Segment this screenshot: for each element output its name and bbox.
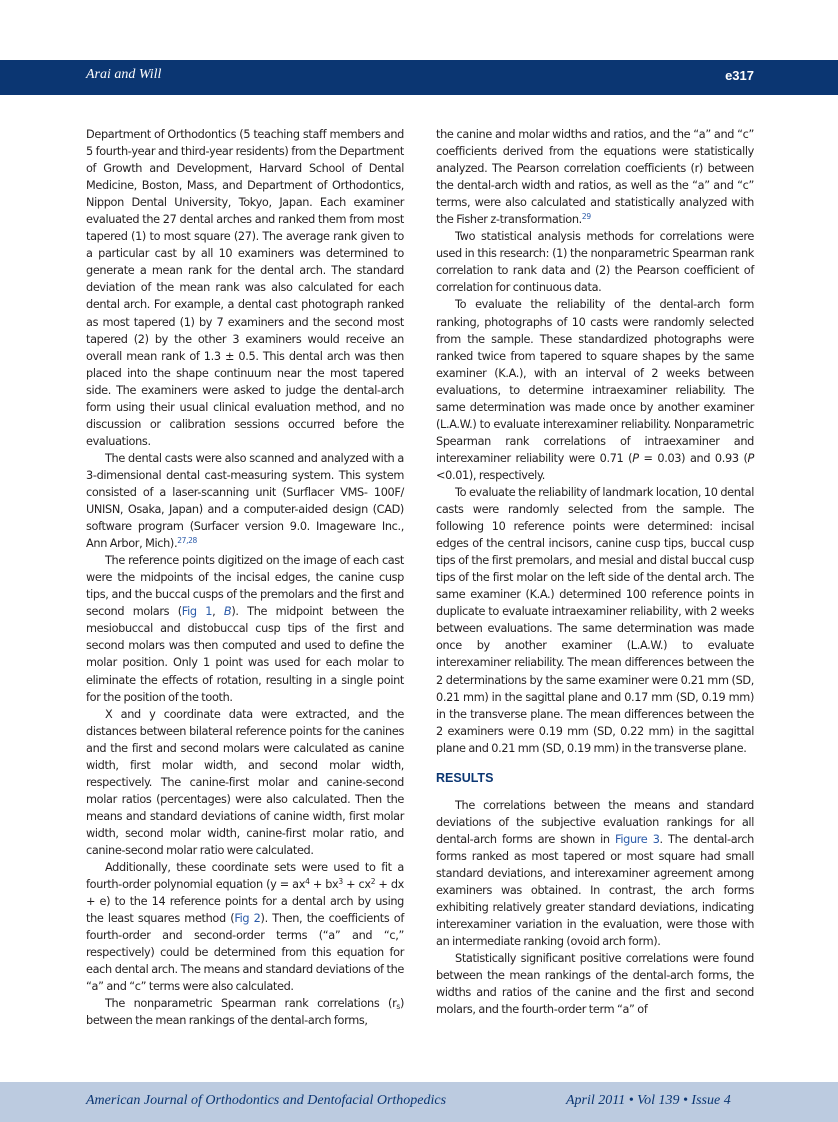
exponent: 3 — [338, 877, 343, 887]
paragraph-examiners: Department of Orthodontics (5 teaching staff members and 5 fourth-year and third-year residents) from the Department of Growth and Development, Harvard School of Dental Medicine, Boston, Mass, and Department of Orthodontics, Nippon Dental University, Tokyo, Japan. Each examiner evaluated the 27 dental arches and ranked them from most tapered (1) to most square (27). The average rank given to a particular cast by all 10 examiners was determined to generate a mean rank for the dental arch. The standard deviation of the mean rank was also calculated for each dental arch. For example, a dental cast photograph ranked as most tapered (1) by 7 examiners and the second most tapered (2) by the other 3 examiners would receive an overall mean rank of 1.3 ± 0.5. This dental arch was then placed into the shape continuum near the most tapered side. The examiners were asked to judge the dental-arch form using their usual clinical evaluation method, and no discussion or calibration sessions occurred before the evaluations. — [86, 128, 404, 448]
exponent: 2 — [370, 877, 376, 887]
paragraph-text: the canine and molar widths and ratios, and the “a” and “c” coefficients derived from the equations were statistically analyzed. The Pearson correlation coefficients (r) between the dental-arch width and ratios, as well as the “a” and “c” terms, were also calculated and statistically analyzed with the Fisher z-transformation. — [436, 128, 754, 227]
paragraph-text: + cx — [342, 878, 371, 892]
paragraph-ranking-reliability — [436, 296, 754, 484]
figure-2-link[interactable]: Fig 2 — [234, 912, 261, 926]
paragraph-results-correlations — [436, 797, 754, 950]
paragraph-methods: Two statistical analysis methods for correlations were used in this research: (1) the nonparametric Spearman rank correlation to rank data and (2) the Pearson coefficient of correlation for continuous data. — [436, 230, 754, 295]
paragraph-text: <0.01), respectively. — [436, 468, 545, 482]
paragraph-text: ) between the mean rankings of the dental-arch forms, — [86, 997, 404, 1028]
paragraph-text: ). The midpoint between the mesiobuccal and distobuccal cusp tips of the first and second molars was then computed and used to define the molar position. Only 1 point was used for each molar to eliminate the effects of rotation, resulting in a single point for the position of the tooth. — [86, 605, 405, 704]
paragraph-results-significance: Statistically significant positive correlations were found between the mean rankings of the dental-arch forms, the widths and ratios of the canine and the first and second molars, and the fourth-order term “a” of — [436, 952, 754, 1017]
figure-3-link[interactable]: Figure 3 — [615, 832, 660, 846]
exponent: 4 — [305, 877, 310, 887]
paragraph-statistical-analysis — [436, 126, 754, 228]
paragraph-text: + bx — [309, 878, 339, 892]
paragraph-text: The dental casts were also scanned and analyzed with a 3-dimensional dental cast-measuring system. This system consisted of a laser-scanning unit (Surflacer VMS- 100F/ UNISN, Osaka, Japan) and a computer-aided design (CAD) software program (Surfacer version 9.0. Imageware Inc., Ann Arbor, Mich). — [86, 451, 404, 551]
paragraph-spearman — [86, 995, 404, 1029]
paragraph-text: ). Then, the coefficients of fourth-order and second-order terms (“a” and “c,” respectively) could be determined from this equation for each dental arch. The means and standard deviations of the “a” and “c” terms were also calculated. — [86, 912, 404, 994]
figure-1-link[interactable]: Fig 1 — [181, 605, 213, 619]
p-value-symbol: P — [632, 451, 639, 465]
citation-27-28[interactable]: 27,28 — [177, 536, 197, 546]
paragraph-coordinates: X and y coordinate data were extracted, and the distances between bilateral reference points for the canines and the first and second molars were calculated as canine width, first molar width, and second molar width, respectively. The canine-first molar and canine-second molar ratios (percentages) were also calculated. Then the means and standard deviations of canine width, first molar width, second molar width, canine-first molar ratio, and canine-second molar ratio were calculated. — [86, 707, 404, 857]
subscript: s — [396, 1002, 400, 1012]
issue-info: April 2011 • Vol 139 • Issue 4 — [566, 1093, 731, 1108]
paragraph-text: The reference points digitized on the image of each cast were the midpoints of the incisal edges, the canine cusp tips, and the buccal cusps of the premolars and the first and second molars ( — [86, 554, 404, 619]
citation-29[interactable]: 29 — [581, 212, 591, 222]
paragraph-text: = 0.03) and 0.93 ( — [638, 451, 748, 465]
journal-title: American Journal of Orthodontics and Dentofacial Orthopedics — [86, 1093, 447, 1108]
paragraph-scanning — [86, 450, 404, 552]
p-value-symbol: P — [747, 451, 754, 465]
paragraph-polynomial — [86, 859, 404, 995]
figure-1b-panel-link[interactable]: B — [223, 605, 232, 619]
running-footer — [0, 1082, 838, 1122]
paragraph-reference-points: The reference points digitized on the image of each cast were the midpoints of the incisal edges, the canine cusp tips, and the buccal cusps of the premolars and the first and second molars (Fig 1, B). The midpoint between the mesiobuccal and distobuccal cusp tips of the first and second molars was then computed and used to define the molar position. Only 1 point was used for each molar to eliminate the effects of rotation, resulting in a single point for the position of the tooth. — [86, 554, 405, 704]
paragraph-text: . The dental-arch forms ranked as most tapered or most square had small standard deviations, and interexaminer agreement among examiners was obtained. In contrast, the arch forms exhibiting relatively greater standard deviations, indicating interexaminer variation in the evaluation, were those with an intermediate ranking (ovoid arch form). — [436, 832, 754, 949]
section-heading-results: RESULTS — [436, 770, 494, 785]
right-column — [436, 126, 754, 1018]
page-number: e317 — [725, 68, 754, 83]
left-column — [86, 126, 404, 1029]
paragraph-text: Additionally, these coordinate sets were used to fit a fourth-order polynomial equation (y = ax — [86, 861, 404, 892]
paragraph-text: The correlations between the means and standard deviations of the subjective evaluation rankings for all dental-arch forms are shown in — [436, 798, 754, 846]
running-header-authors: Arai and Will — [86, 67, 162, 82]
running-header — [0, 60, 838, 95]
paragraph-text: The nonparametric Spearman rank correlations (r — [105, 997, 397, 1011]
paragraph-text: To evaluate the reliability of the dental-arch form ranking, photographs of 10 casts were randomly selected from the sample. These standardized photographs were ranked twice from tapered to square shapes by the same examiner (K.A.), with an interval of 2 weeks between evaluations, to determine intraexaminer reliability. The same determination was made once by another examiner (L.A.W.) to evaluate interexaminer reliability. Nonparametric Spearman rank correlations of intraexaminer and interexaminer reliability were 0.71 ( — [436, 298, 754, 465]
paragraph-text: + dx + e) to the 14 reference points for a dental arch by using the least squares method ( — [86, 878, 404, 926]
paragraph-landmark-reliability: To evaluate the reliability of landmark location, 10 dental casts were randomly selected from the sample. The following 10 reference points were determined: incisal edges of the central incisors, canine cusp tips, buccal cusp tips of the first premolars, and mesial and distal buccal cusp tips of the first molar on the left side of the dental arch. The same examiner (K.A.) determined 100 reference points in duplicate to evaluate intraexaminer reliability, with 2 weeks between evaluations. The same determination was made once by another examiner (L.A.W.) to evaluate interexaminer reliability. The mean differences between the 2 determinations by the same examiner were 0.21 mm (SD, 0.21 mm) in the sagittal plane and 0.17 mm (SD, 0.19 mm) in the transverse plane. The mean differences between the 2 examiners were 0.19 mm (SD, 0.22 mm) in the sagittal plane and 0.21 mm (SD, 0.19 mm) in the transverse plane. — [436, 485, 754, 755]
